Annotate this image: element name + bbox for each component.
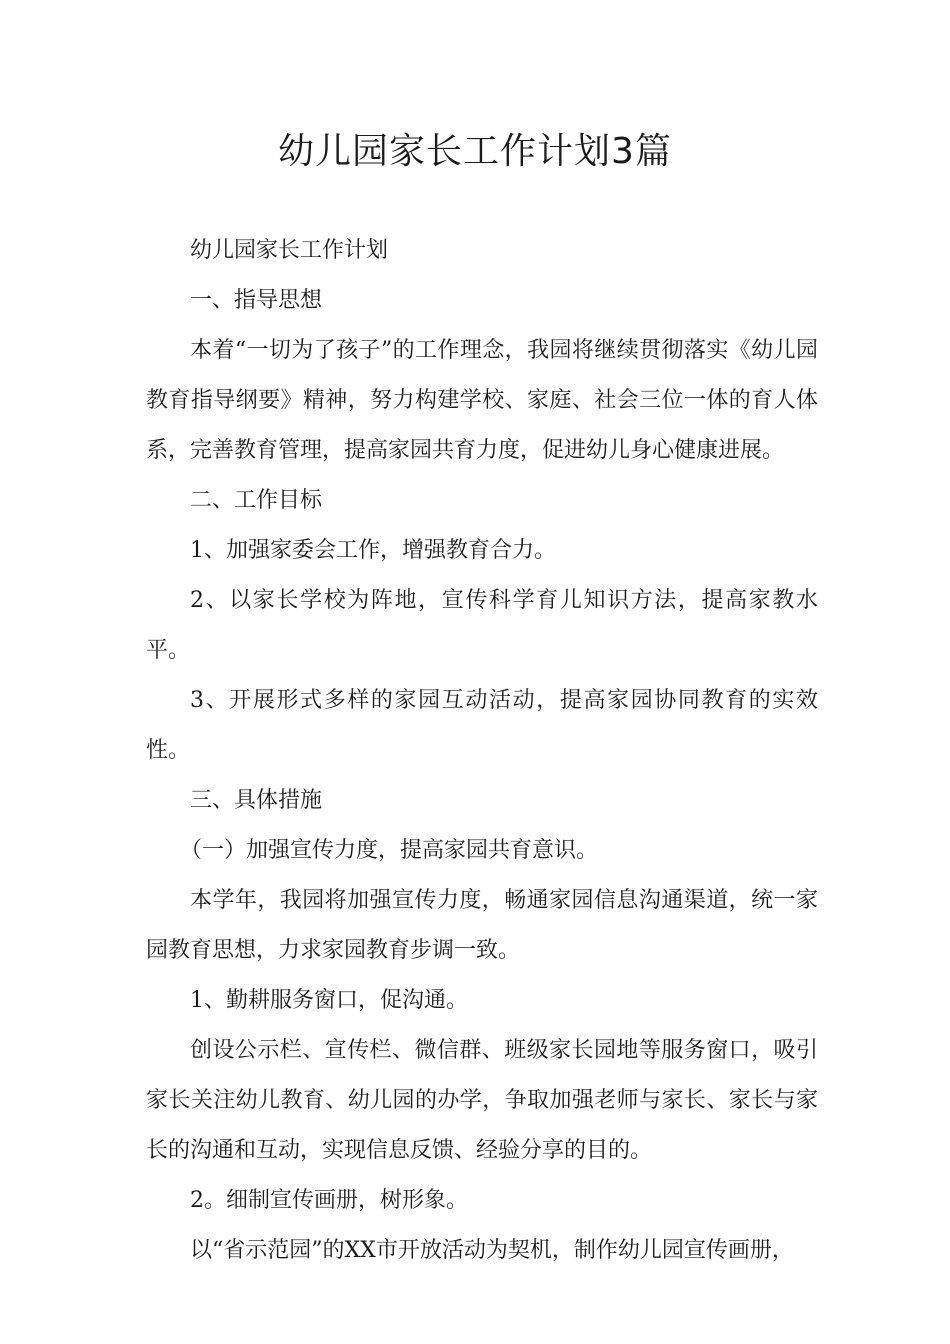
paragraph-publicity: 本学年，我园将加强宣传力度，畅通家园信息沟通渠道，统一家园教育思想，力求家园教育步调一致。 — [146, 888, 818, 963]
paragraph-subtitle: 幼儿园家长工作计划 — [190, 238, 389, 263]
measure-item-2: 2。细制宣传画册，树形象。 — [190, 1188, 468, 1213]
section-heading-guiding-ideology: 一、指导思想 — [190, 288, 323, 313]
goal-item-3: 3、开展形式多样的家园互动活动，提高家园协同教育的实效性。 — [146, 688, 818, 763]
subsection-heading-publicity: （一）加强宣传力度，提高家园共育意识。 — [180, 838, 599, 863]
measure-item-1: 1、勤耕服务窗口，促沟通。 — [190, 988, 468, 1013]
paragraph-brochure: 以“省示范园”的XX市开放活动为契机，制作幼儿园宣传画册， — [190, 1238, 794, 1263]
goal-item-2: 2、以家长学校为阵地，宣传科学育儿知识方法，提高家教水平。 — [146, 588, 818, 663]
section-heading-measures: 三、具体措施 — [190, 788, 323, 813]
document-title: 幼儿园家长工作计划3篇 — [278, 131, 672, 172]
section-heading-work-goals: 二、工作目标 — [190, 488, 323, 513]
paragraph-service-windows: 创设公示栏、宣传栏、微信群、班级家长园地等服务窗口，吸引家长关注幼儿教育、幼儿园的办学，争取加强老师与家长、家长与家长的沟通和互动，实现信息反馈、经验分享的目的。 — [146, 1038, 818, 1163]
goal-item-1: 1、加强家委会工作，增强教育合力。 — [190, 538, 556, 563]
document-body — [146, 226, 818, 1276]
paragraph-guiding-ideology: 本着“一切为了孩子”的工作理念，我园将继续贯彻落实《幼儿园教育指导纲要》精神，努力构建学校、家庭、社会三位一体的育人体系，完善教育管理，提高家园共育力度，促进幼儿身心健康进展。 — [146, 338, 818, 463]
